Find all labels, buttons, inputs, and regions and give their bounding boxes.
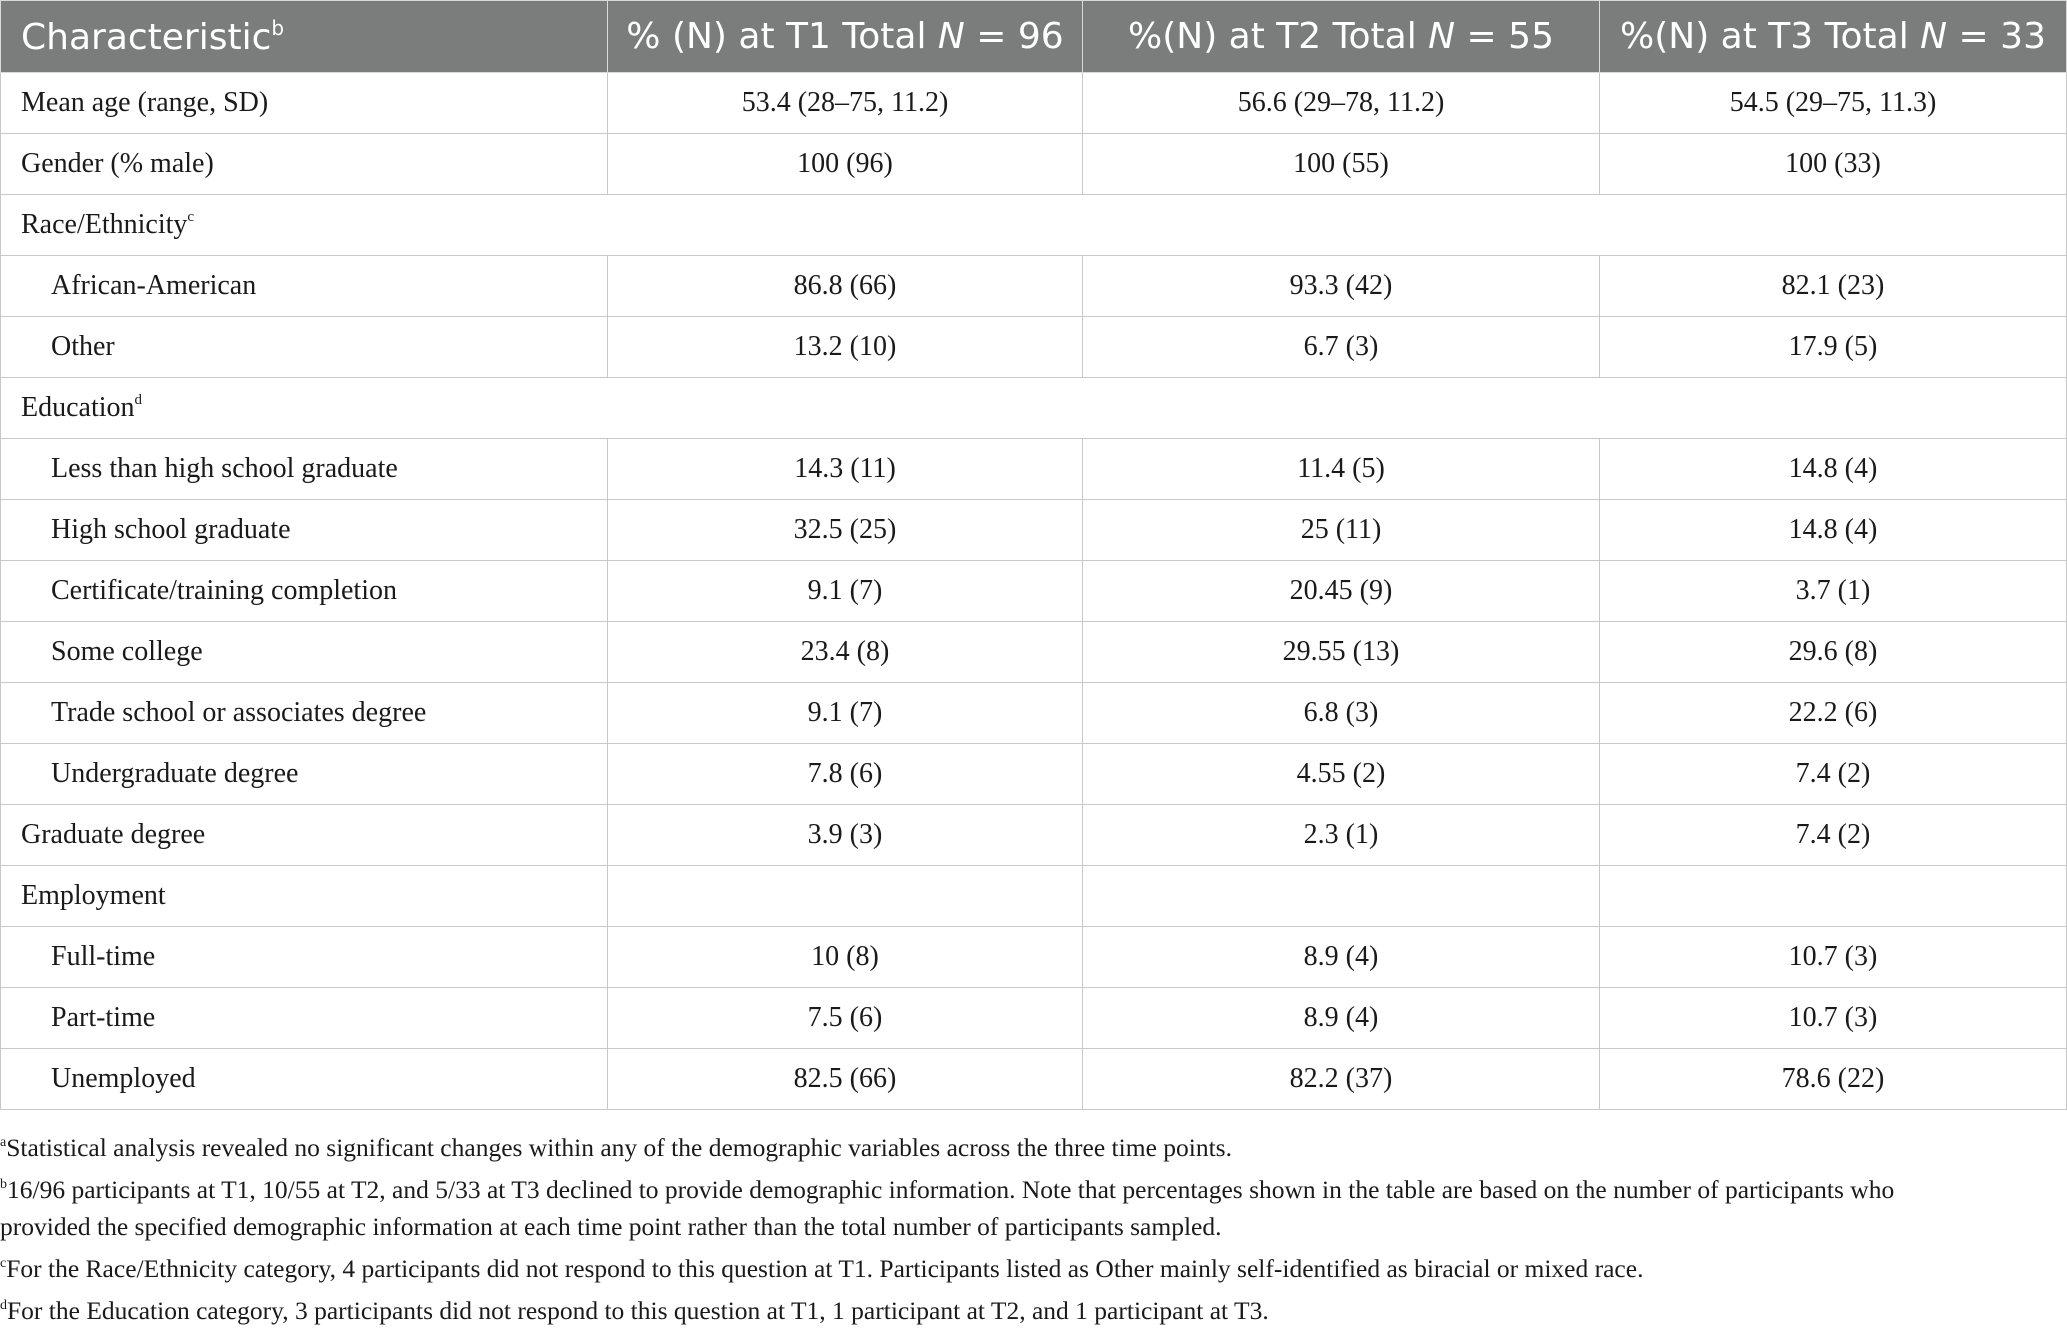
- header-t2: %(N) at T2 Total N = 55: [1083, 1, 1600, 73]
- section-label-race-ethnicity: Race/Ethnicity$^c$: [1, 195, 2067, 256]
- row-label: Undergraduate degree: [1, 744, 608, 805]
- cell-t3: [1600, 866, 2067, 927]
- table-row: [1, 744, 2067, 805]
- cell-t1: 100 (96): [608, 134, 1083, 195]
- cell-t3: 10.7 (3): [1600, 988, 2067, 1049]
- row-label: Some college: [1, 622, 608, 683]
- cell-t2: 100 (55): [1083, 134, 1600, 195]
- cell-t3: 78.6 (22): [1600, 1049, 2067, 1110]
- cell-t3: 7.4 (2): [1600, 744, 2067, 805]
- cell-t1: 23.4 (8): [608, 622, 1083, 683]
- cell-t3: 54.5 (29–75, 11.3): [1600, 73, 2067, 134]
- cell-t2: 8.9 (4): [1083, 927, 1600, 988]
- cell-t1: 32.5 (25): [608, 500, 1083, 561]
- table-section-row: [1, 195, 2067, 256]
- cell-t1: 7.8 (6): [608, 744, 1083, 805]
- table-row: [1, 561, 2067, 622]
- footnote-b-continued: provided the specified demographic information at each time point rather than the total number of participants sampled.: [0, 1212, 1222, 1241]
- row-label: Employment: [1, 866, 608, 927]
- table-row: [1, 927, 2067, 988]
- row-label: African-American: [1, 256, 608, 317]
- cell-t1: [608, 866, 1083, 927]
- cell-t1: 86.8 (66): [608, 256, 1083, 317]
- cell-t2: 4.55 (2): [1083, 744, 1600, 805]
- table-footnotes: [0, 1124, 2067, 1329]
- cell-t2: 93.3 (42): [1083, 256, 1600, 317]
- cell-t2: 6.7 (3): [1083, 317, 1600, 378]
- cell-t3: 22.2 (6): [1600, 683, 2067, 744]
- table-row: [1, 866, 2067, 927]
- section-label-education: Education$^d$: [1, 378, 2067, 439]
- row-label: Graduate degree: [1, 805, 608, 866]
- row-label: Less than high school graduate: [1, 439, 608, 500]
- cell-t2: [1083, 866, 1600, 927]
- cell-t2: 20.45 (9): [1083, 561, 1600, 622]
- cell-t3: 17.9 (5): [1600, 317, 2067, 378]
- cell-t2: 8.9 (4): [1083, 988, 1600, 1049]
- footnote-d: $^d$For the Education category, 3 participants did not respond to this question at T1, 1 participant at T2, and 1 participant at T3.: [0, 1296, 1269, 1325]
- table-header-row: [1, 1, 2067, 73]
- cell-t1: 10 (8): [608, 927, 1083, 988]
- cell-t1: 9.1 (7): [608, 561, 1083, 622]
- cell-t1: 3.9 (3): [608, 805, 1083, 866]
- cell-t3: 3.7 (1): [1600, 561, 2067, 622]
- cell-t1: 7.5 (6): [608, 988, 1083, 1049]
- cell-t3: 82.1 (23): [1600, 256, 2067, 317]
- cell-t2: 82.2 (37): [1083, 1049, 1600, 1110]
- cell-t3: 7.4 (2): [1600, 805, 2067, 866]
- table-row: [1, 1049, 2067, 1110]
- table-row: [1, 805, 2067, 866]
- row-label: Full-time: [1, 927, 608, 988]
- cell-t2: 6.8 (3): [1083, 683, 1600, 744]
- row-label: Part-time: [1, 988, 608, 1049]
- cell-t2: 2.3 (1): [1083, 805, 1600, 866]
- table-row: [1, 317, 2067, 378]
- cell-t2: 29.55 (13): [1083, 622, 1600, 683]
- row-label: Gender (% male): [1, 134, 608, 195]
- cell-t1: 13.2 (10): [608, 317, 1083, 378]
- row-label: Other: [1, 317, 608, 378]
- footnote-a: $^a$Statistical analysis revealed no significant changes within any of the demographic variables across the three time points.: [0, 1133, 1232, 1162]
- cell-t3: 10.7 (3): [1600, 927, 2067, 988]
- footnote-b: $^b$16/96 participants at T1, 10/55 at T2, and 5/33 at T3 declined to provide demographic information. Note that percentages shown in the table are based on the number of participants who: [0, 1175, 1895, 1204]
- footnote-c: $^c$For the Race/Ethnicity category, 4 participants did not respond to this question at T1. Participants listed as Other mainly self-identified as biracial or mixed race.: [0, 1254, 1644, 1283]
- row-label: Certificate/training completion: [1, 561, 608, 622]
- row-label: Unemployed: [1, 1049, 608, 1110]
- table-row: [1, 988, 2067, 1049]
- cell-t3: 14.8 (4): [1600, 439, 2067, 500]
- cell-t3: 29.6 (8): [1600, 622, 2067, 683]
- table-row: [1, 500, 2067, 561]
- cell-t2: 11.4 (5): [1083, 439, 1600, 500]
- header-t3: %(N) at T3 Total N = 33: [1600, 1, 2067, 73]
- row-label: High school graduate: [1, 500, 608, 561]
- cell-t3: 14.8 (4): [1600, 500, 2067, 561]
- cell-t1: 53.4 (28–75, 11.2): [608, 73, 1083, 134]
- cell-t1: 9.1 (7): [608, 683, 1083, 744]
- cell-t2: 56.6 (29–78, 11.2): [1083, 73, 1600, 134]
- table-section-row: [1, 378, 2067, 439]
- cell-t2: 25 (11): [1083, 500, 1600, 561]
- row-label: Mean age (range, SD): [1, 73, 608, 134]
- table-row: [1, 622, 2067, 683]
- table-row: [1, 73, 2067, 134]
- table-row: [1, 256, 2067, 317]
- table-row: [1, 439, 2067, 500]
- cell-t1: 14.3 (11): [608, 439, 1083, 500]
- header-t1: % (N) at T1 Total N = 96: [608, 1, 1083, 73]
- table-row: [1, 134, 2067, 195]
- cell-t3: 100 (33): [1600, 134, 2067, 195]
- cell-t1: 82.5 (66): [608, 1049, 1083, 1110]
- header-characteristic: Characteristic$^b$: [1, 1, 608, 73]
- table-row: [1, 683, 2067, 744]
- row-label: Trade school or associates degree: [1, 683, 608, 744]
